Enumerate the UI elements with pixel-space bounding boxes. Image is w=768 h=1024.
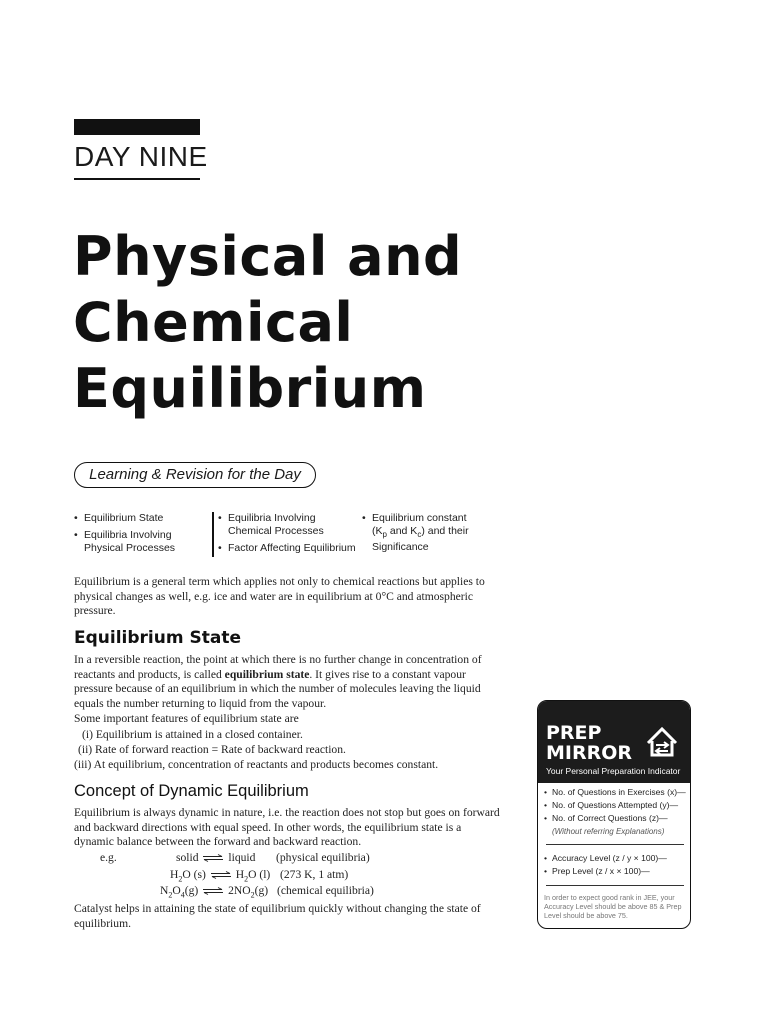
prep-mirror-note: (Without referring Explanations)	[552, 827, 665, 836]
equilibrium-arrow-icon	[202, 854, 224, 862]
feature-item: (i) Equilibrium is attained in a closed container.	[82, 728, 303, 741]
prep-mirror-levels	[544, 852, 690, 878]
equilibrium-arrow-icon	[202, 887, 224, 895]
prep-mirror-divider	[546, 885, 684, 886]
dynamic-equilibrium-paragraph: Equilibrium is always dynamic in nature, i.e. the reaction does not stop but goes on forward and backward directions with equal speed. In other words, the equilibrium state is a dynamic balance between the forward and backward reaction.	[74, 806, 500, 849]
features-list	[74, 727, 500, 772]
equation-physical: solid liquid	[176, 851, 256, 864]
prep-mirror-header	[538, 701, 690, 783]
prep-mirror-title: PREP MIRROR	[546, 722, 633, 764]
prep-mirror-counts	[544, 786, 690, 838]
intro-paragraph: Equilibrium is a general term which applies not only to chemical reactions but applies to physical changes as well, e.g. ice and water are in equilibrium at 0°C and atmospheric pressure.	[74, 575, 485, 618]
prep-mirror-level: • Prep Level (z / x × 100)—	[544, 865, 690, 878]
topic-item: • Equilibria Involving Physical Processes	[74, 529, 209, 555]
prep-mirror-item: • No. of Questions in Exercises (x)—	[544, 786, 690, 799]
topic-divider	[212, 512, 214, 557]
equilibrium-state-paragraph: In a reversible reaction, the point at which there is no further change in concentration of reactants and products, is called equilibrium state. It gives rise to a constant vapour pressure because of an equilibrium in which the number of molecules leaving the liquid equals the number returning to liquid from the vapour.	[74, 653, 482, 710]
example-label: e.g.	[100, 851, 117, 864]
topic-item: • Factor Affecting Equilibrium	[218, 542, 358, 555]
topic-item: • Equilibrium constant ($K_p$ and $K_c$) and their Significance	[362, 512, 477, 554]
day-underline	[74, 178, 200, 180]
learning-revision-badge	[74, 462, 316, 488]
catalyst-paragraph: Catalyst helps in attaining the state of equilibrium quickly without changing the state of equilibrium.	[74, 902, 481, 930]
topic-list-col2	[218, 512, 358, 559]
topic-item: • Equilibria Involving Chemical Processes	[218, 512, 358, 538]
equilibrium-arrow-icon	[210, 871, 232, 879]
equation-water: $H_2O$ (s) $H_2O$ (l)	[170, 868, 271, 884]
topic-list-col3	[362, 512, 477, 558]
prep-mirror-item: • No. of Correct Questions (z)—	[544, 812, 690, 825]
feature-item: (ii) Rate of forward reaction = Rate of backward reaction.	[78, 743, 346, 756]
chapter-title-line: Physical and	[73, 225, 463, 288]
prep-mirror-subtitle: Your Personal Preparation Indicator	[546, 766, 681, 776]
chapter-title-line: Chemical	[73, 291, 354, 354]
day-label: DAY NINE	[74, 141, 208, 172]
chapter-title	[73, 224, 493, 422]
topic-list-col1	[74, 512, 209, 559]
section-heading: Equilibrium State	[74, 628, 241, 648]
topic-item: • Equilibrium State	[74, 512, 209, 525]
prep-mirror-divider	[546, 844, 684, 845]
equation-note: (chemical equilibria)	[277, 884, 374, 897]
day-header-bar	[74, 119, 200, 135]
equation-note: (physical equilibria)	[276, 851, 370, 864]
house-arrows-icon	[642, 723, 682, 763]
section-heading: Concept of Dynamic Equilibrium	[74, 782, 309, 800]
prep-mirror-item: • No. of Questions Attempted (y)—	[544, 799, 690, 812]
prep-mirror-box	[537, 700, 691, 929]
feature-item: (iii) At equilibrium, concentration of reactants and products becomes constant.	[74, 758, 439, 771]
equation-note: (273 K, 1 atm)	[280, 868, 349, 881]
chapter-title-line: Equilibrium	[73, 357, 427, 420]
learning-revision-label: Learning & Revision for the Day	[89, 466, 301, 483]
features-intro: Some important features of equilibrium state are	[74, 712, 299, 725]
equation-chemical: $N_2O_4(g)$ $2NO_2(g)$	[160, 884, 269, 900]
prep-mirror-level: • Accuracy Level (z / y × 100)—	[544, 852, 690, 865]
prep-mirror-footer: In order to expect good rank in JEE, your Accuracy Level should be above 85 & Prep Level should be above 75.	[544, 893, 682, 920]
